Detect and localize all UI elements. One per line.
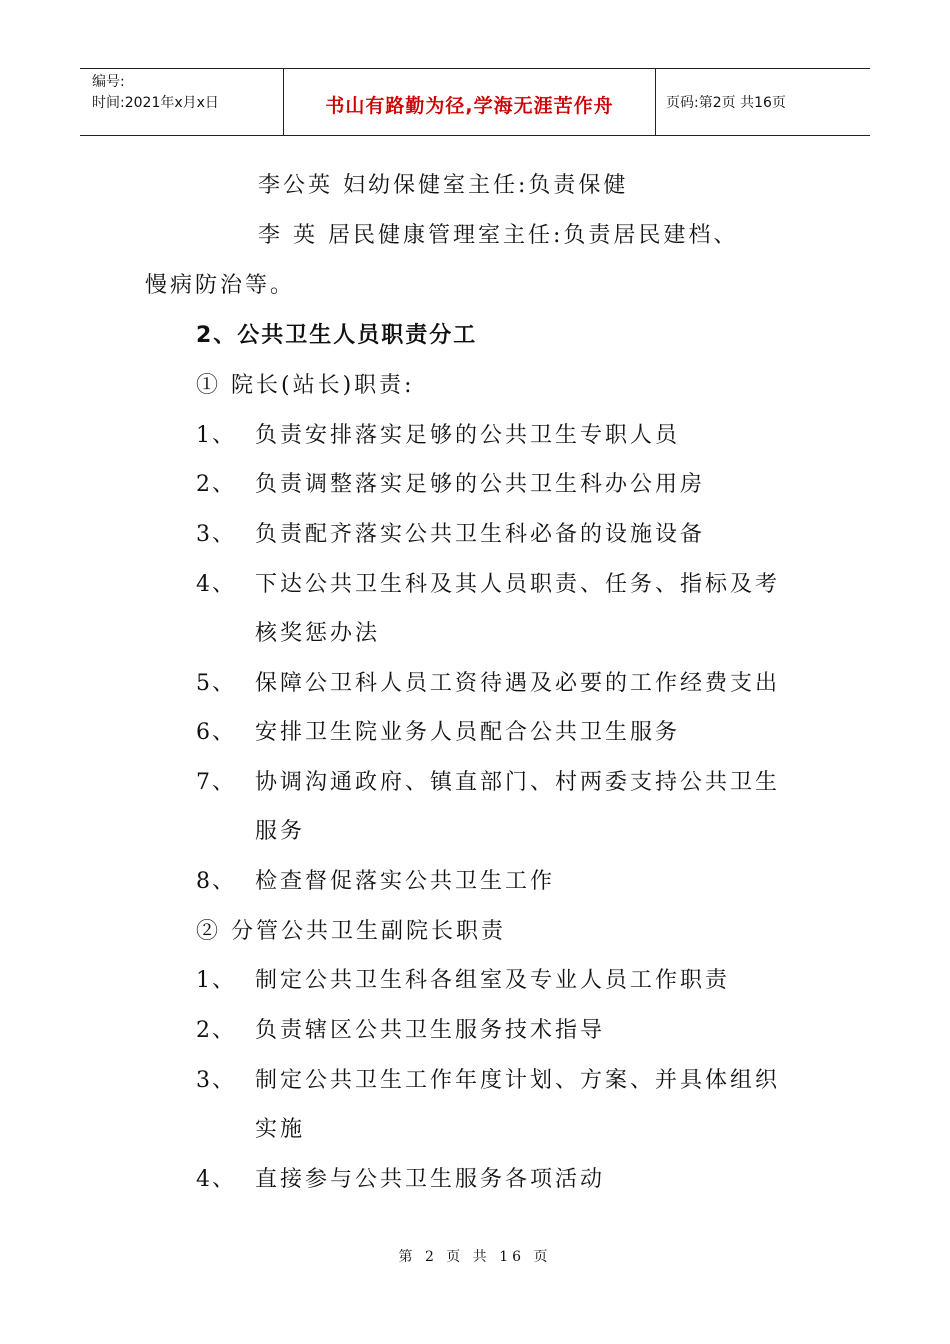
list-item-text: 制定公共卫生工作年度计划、方案、并具体组织: [255, 1068, 781, 1093]
header-meta: [80, 69, 283, 135]
page-footer: 第 2 页 共 16 页: [398, 1249, 552, 1265]
list-item-number: 3、: [196, 522, 236, 547]
intro-line-1: 李公英 妇幼保健室主任:负责保健: [258, 173, 629, 198]
part1-title: ① 院长(站长)职责:: [196, 373, 415, 398]
header-motto: 书山有路勤为径,学海无涯苦作舟: [325, 94, 614, 117]
list-item-text: 安排卫生院业务人员配合公共卫生服务: [255, 720, 681, 745]
intro-line-3: 慢病防治等。: [145, 273, 296, 298]
list-item-number: 1、: [196, 968, 236, 993]
list-item-text: 保障公卫科人员工资待遇及必要的工作经费支出: [255, 671, 781, 696]
header-page-label: 页码:第2页 共16页: [666, 95, 786, 111]
list-item-text-continued: 服务: [255, 819, 306, 844]
list-item-text-continued: 实施: [255, 1117, 306, 1142]
header-page-cell: [656, 69, 870, 135]
header-motto-cell: [283, 69, 656, 135]
list-item-number: 1、: [196, 423, 236, 448]
page-header: [80, 68, 870, 136]
list-item-text: 负责安排落实足够的公共卫生专职人员: [255, 423, 681, 448]
list-item-text: 检查督促落实公共卫生工作: [255, 869, 556, 894]
intro-line-2: 李 英 居民健康管理室主任:负责居民建档、: [258, 223, 739, 248]
list-item-number: 2、: [196, 472, 236, 497]
list-item-number: 3、: [196, 1068, 236, 1093]
list-item-number: 8、: [196, 869, 236, 894]
list-item-text: 协调沟通政府、镇直部门、村两委支持公共卫生: [255, 770, 781, 795]
list-item-text: 负责辖区公共卫生服务技术指导: [255, 1018, 606, 1043]
list-item-number: 5、: [196, 671, 236, 696]
serial-label: 编号:: [92, 74, 125, 90]
list-item-text: 直接参与公共卫生服务各项活动: [255, 1167, 606, 1192]
list-item-number: 4、: [196, 1167, 236, 1192]
date-label: 时间:2021年x月x日: [92, 95, 219, 111]
list-item-number: 4、: [196, 572, 236, 597]
list-item-text-continued: 核奖惩办法: [255, 621, 381, 646]
list-item-number: 6、: [196, 720, 236, 745]
list-item-text: 负责调整落实足够的公共卫生科办公用房: [255, 472, 706, 497]
list-item-text: 负责配齐落实公共卫生科必备的设施设备: [255, 522, 706, 547]
list-item-text: 下达公共卫生科及其人员职责、任务、指标及考: [255, 572, 781, 597]
list-item-number: 2、: [196, 1018, 236, 1043]
section-heading: 2、公共卫生人员职责分工: [196, 323, 478, 348]
part2-title: ② 分管公共卫生副院长职责: [196, 919, 506, 944]
list-item-text: 制定公共卫生科各组室及专业人员工作职责: [255, 968, 731, 993]
list-item-number: 7、: [196, 770, 236, 795]
